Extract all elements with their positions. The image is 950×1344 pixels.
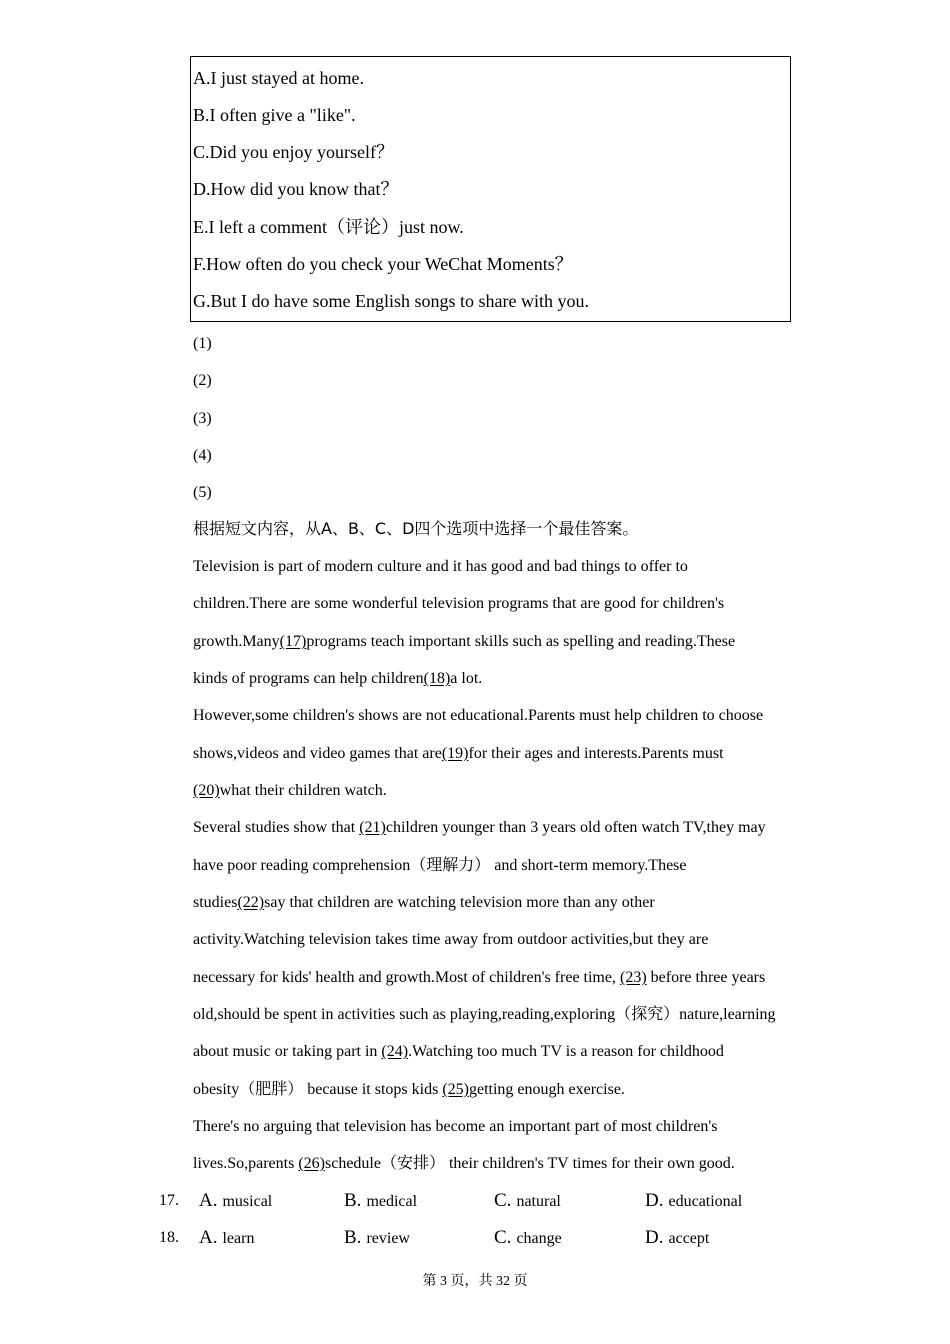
option-f: F.How often do you check your WeChat Moments？: [193, 254, 573, 274]
passage-text: studies: [193, 894, 238, 911]
option-letter: A.: [199, 1190, 218, 1211]
passage-text: what their children watch.: [219, 782, 387, 799]
question-17: [0, 1188, 950, 1214]
passage-text: for their ages and interests.Parents must: [468, 745, 724, 762]
options-box: [190, 56, 791, 322]
passage-text: necessary for kids' health and growth.Most of children's free time,: [193, 969, 616, 986]
passage-line: [193, 743, 724, 765]
blank-22: (22): [237, 894, 265, 911]
passage-text: kinds of programs can help children: [193, 670, 424, 687]
passage-text: Several studies show that: [193, 819, 356, 836]
option-letter: B.: [344, 1227, 362, 1248]
option-c: C.Did you enjoy yourself？: [193, 142, 394, 162]
option-a: A.I just stayed at home.: [193, 68, 364, 88]
passage-text: children younger than 3 years old often watch TV,they may: [385, 819, 766, 836]
option-e: E.I left a comment（评论）just now.: [193, 217, 464, 237]
answer-blank-3: (3): [193, 410, 212, 427]
passage-line: [193, 631, 735, 653]
passage-text: programs teach important skills such as spelling and reading.These: [306, 633, 736, 650]
passage-line: [193, 780, 387, 802]
passage-line: [193, 892, 655, 914]
passage-line: [193, 1041, 724, 1063]
option-text: learn: [222, 1230, 255, 1247]
passage-text: obesity（肥胖） because it stops kids: [193, 1081, 439, 1098]
answer-blank-4: (4): [193, 447, 212, 464]
question-number: 17.: [159, 1192, 179, 1209]
question-option[interactable]: [645, 1188, 742, 1215]
question-option[interactable]: [645, 1225, 709, 1252]
passage-line: Television is part of modern culture and it has good and bad things to offer to: [193, 558, 688, 575]
option-text: natural: [516, 1193, 561, 1210]
option-g: G.But I do have some English songs to share with you.: [193, 291, 589, 311]
option-letter: D.: [645, 1227, 664, 1248]
passage-text: lives.So,parents: [193, 1155, 295, 1172]
passage-text: a lot.: [450, 670, 483, 687]
option-text: medical: [366, 1193, 418, 1210]
passage-line: activity.Watching television takes time away from outdoor activities,but they are: [193, 931, 709, 948]
passage-text: growth.Many: [193, 633, 280, 650]
option-text: review: [366, 1230, 410, 1247]
option-letter: D.: [645, 1190, 664, 1211]
question-option[interactable]: [494, 1225, 562, 1252]
option-d: D.How did you know that？: [193, 179, 399, 199]
question-18: [0, 1225, 950, 1251]
answer-blank-5: (5): [193, 484, 212, 501]
blank-26: (26): [298, 1155, 325, 1172]
blank-25: (25): [442, 1081, 469, 1098]
option-letter: C.: [494, 1190, 512, 1211]
answer-blank-1: (1): [193, 335, 212, 352]
passage-text: shows,videos and video games that are: [193, 745, 442, 762]
passage-line: [193, 668, 482, 690]
blank-21: (21): [359, 819, 386, 836]
option-letter: C.: [494, 1227, 512, 1248]
passage-text: schedule（安排） their children's TV times for their own good.: [324, 1155, 735, 1172]
option-letter: B.: [344, 1190, 362, 1211]
passage-text: about music or taking part in: [193, 1043, 378, 1060]
passage-text: before three years: [650, 969, 766, 986]
blank-18: (18): [423, 670, 451, 687]
question-option[interactable]: [344, 1225, 410, 1252]
passage-text: getting enough exercise.: [468, 1081, 625, 1098]
passage-line: old,should be spent in activities such as playing,reading,exploring（探究）nature,learning: [193, 1006, 776, 1023]
passage-line: children.There are some wonderful television programs that are good for children's: [193, 595, 725, 612]
passage-text: .Watching too much TV is a reason for childhood: [408, 1043, 724, 1060]
blank-20: (20): [193, 782, 220, 799]
question-option[interactable]: [199, 1188, 272, 1215]
passage-line: There's no arguing that television has become an important part of most children's: [193, 1118, 718, 1135]
passage-line: [193, 817, 766, 839]
option-letter: A.: [199, 1227, 218, 1248]
question-number: 18.: [159, 1229, 179, 1246]
blank-23: (23): [619, 969, 647, 986]
passage-line: [193, 1153, 735, 1175]
question-option[interactable]: [494, 1188, 561, 1215]
blank-24: (24): [381, 1043, 409, 1060]
instruction: 根据短文内容，从A、B、C、D四个选项中选择一个最佳答案。: [193, 519, 639, 538]
question-option[interactable]: [344, 1188, 417, 1215]
passage-line: [193, 1079, 625, 1101]
page-footer: 第 3 页，共 32 页: [422, 1274, 528, 1289]
blank-19: (19): [441, 745, 469, 762]
blank-17: (17): [279, 633, 307, 650]
option-b: B.I often give a "like".: [193, 105, 356, 125]
answer-blank-2: (2): [193, 372, 212, 389]
question-option[interactable]: [199, 1225, 254, 1252]
passage-line: [193, 967, 765, 989]
option-text: musical: [222, 1193, 273, 1210]
option-text: educational: [668, 1193, 743, 1210]
option-text: accept: [668, 1230, 710, 1247]
option-text: change: [516, 1230, 562, 1247]
passage-line: have poor reading comprehension（理解力） and short-term memory.These: [193, 857, 687, 874]
passage-line: However,some children's shows are not educational.Parents must help children to choose: [193, 707, 764, 724]
passage-text: say that children are watching television more than any other: [264, 894, 655, 911]
